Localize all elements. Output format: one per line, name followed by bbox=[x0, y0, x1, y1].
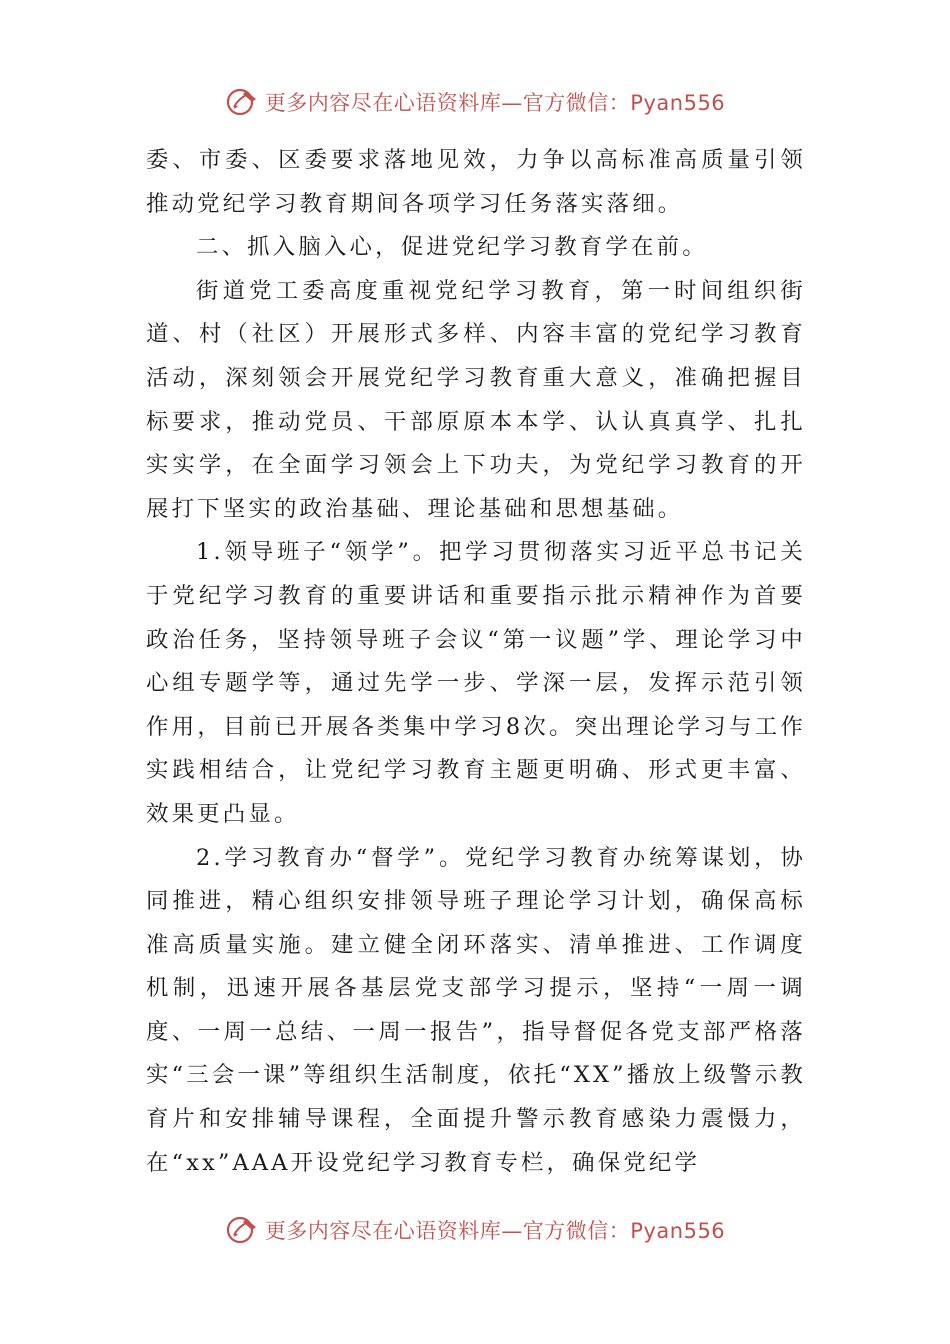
watermark-banner-top bbox=[0, 82, 950, 122]
paragraph: 2.学习教育办“督学”。党纪学习教育办统筹谋划，协同推进，精心组织安排领导班子理论学习计划，确保高标准高质量实施。建立健全闭环落实、清单推进、工作调度机制，迅速开展各基层党支部学习提示，坚持“一周一调度、一周一总结、一周一报告”，指导督促各党支部严格落实“三会一课”等组织生活制度，依托“XX”播放上级警示教育片和安排辅导课程，全面提升警示教育感染力震慑力，在“xx”AAA开设党纪学习教育专栏，确保党纪学 bbox=[146, 844, 806, 1176]
paragraph: 1.领导班子“领学”。把学习贯彻落实习近平总书记关于党纪学习教育的重要讲话和重要指示批示精神作为首要政治任务，坚持领导班子会议“第一议题”学、理论学习中心组专题学等，通过先学一步、学深一层，发挥示范引领作用，目前已开展各类集中学习8次。突出理论学习与工作实践相结合，让党纪学习教育主题更明确、形式更丰富、效果更凸显。 bbox=[146, 539, 806, 827]
watermark-text: 更多内容尽在心语资料库—官方微信：Pyan556 bbox=[264, 91, 726, 115]
document-body bbox=[146, 139, 806, 1185]
watermark-banner-bottom bbox=[0, 1210, 950, 1250]
pen-in-circle-icon bbox=[225, 85, 259, 119]
pen-in-circle-icon bbox=[225, 1213, 259, 1247]
watermark-text: 更多内容尽在心语资料库—官方微信：Pyan556 bbox=[264, 1219, 726, 1243]
paragraph: 街道党工委高度重视党纪学习教育，第一时间组织街道、村（社区）开展形式多样、内容丰富的党纪学习教育活动，深刻领会开展党纪学习教育重大意义，准确把握目标要求，推动党员、干部原原本本学、认认真真学、扎扎实实学，在全面学习领会上下功夫，为党纪学习教育的开展打下坚实的政治基础、理论基础和思想基础。 bbox=[146, 277, 806, 522]
paragraph: 委、市委、区委要求落地见效，力争以高标准高质量引领推动党纪学习教育期间各项学习任务落实落细。 bbox=[146, 147, 806, 217]
section-heading: 二、抓入脑入心，促进党纪学习教育学在前。 bbox=[196, 234, 708, 261]
